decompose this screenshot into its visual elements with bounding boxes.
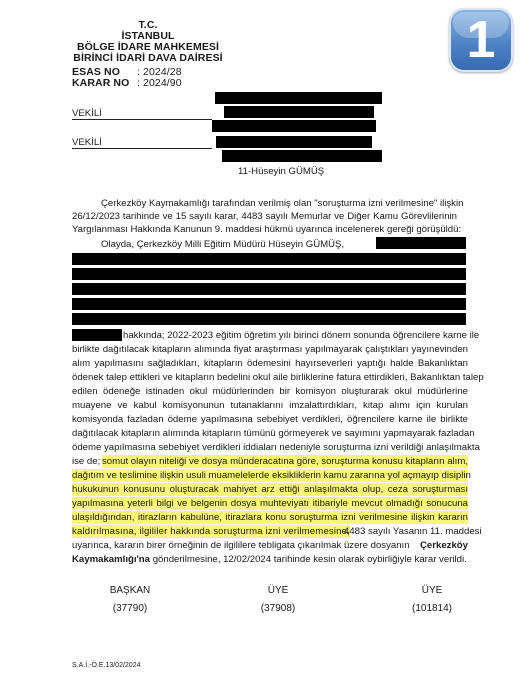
paragraph-3-line: hakkında; 2022-2023 eğitim öğretim yılı birinci dönem sonunda öğrencilere karne ile: [123, 330, 480, 341]
paragraph-1-line: Yargılanması Hakkında Kanunun 9. maddesi hükmü uyarınca incelenerek gereği görüşüldü:: [72, 224, 462, 235]
redaction-bar: [216, 136, 372, 148]
badge-number: 1: [466, 11, 496, 69]
paragraph-1-line: Çerkezköy Kaymakamlığı tarafından verilmiş olan "soruşturma izni verilmesine" ilişkin: [101, 198, 464, 209]
highlighted-line: kaldırılmasına, ilgililer hakkında soruşturma izni verilmemesine,: [72, 526, 350, 537]
esas-label: ESAS NO: [72, 66, 120, 78]
paragraph-3-line: muayene ve kabul komisyonunun tutanaklarını imzalattırdıkları, kitap alımı için kurulan: [72, 400, 468, 411]
signature-number: (37790): [112, 603, 148, 614]
paragraph-3-line: ise de;: [72, 456, 101, 467]
paragraph-3-line: alım yapılmasını sağladıkları, kitapların ödemesini hayırseverleri yaptığı halde Bakanlıktan: [72, 358, 468, 369]
subject-name: 11-Hüseyin GÜMÜŞ: [238, 166, 325, 177]
redaction-bar: [72, 298, 466, 310]
highlighted-line: somut olayın niteliği ve dosya münderacatına göre, soruşturma konusu kitapların alım,: [102, 456, 468, 467]
paragraph-4-line: [72, 539, 468, 552]
redaction-bar: [72, 313, 466, 325]
redaction-bar: [72, 283, 466, 295]
paragraph-4-bold: Çerkezköy: [420, 540, 468, 551]
underline-2: [72, 148, 212, 149]
paragraph-3-line: edilen ödeneğe istinaden okul müdürlerinden bir komisyon oluşturarak okul müdürlerine: [72, 386, 468, 397]
redaction-bar: [376, 237, 466, 249]
underline-1: [72, 119, 212, 120]
paragraph-3-line: birlikte dağıtılacak kitapların alımında fiyat araştırması yapılmayarak çalıştıkları yayınevinden: [72, 344, 468, 355]
paragraph-4-line: 4483 sayılı Yasanın 11. maddesi: [344, 526, 482, 537]
karar-value: : 2024/90: [137, 77, 182, 89]
redaction-bar: [215, 92, 382, 104]
signature-title: BAŞKAN: [109, 585, 151, 596]
paragraph-1-line: 26/12/2023 tarihinde ve 15 sayılı karar, 4483 sayılı Memurlar ve Diğer Kamu Görevlilerinin: [72, 211, 457, 222]
number-one-badge-icon: [449, 8, 513, 72]
redaction-bar: [222, 150, 382, 162]
paragraph-4-text: gönderilmesine, 12/02/2024 tarihinde kesin olarak oybirliğiyle karar verildi.: [152, 554, 467, 565]
signature-title: ÜYE: [421, 585, 443, 596]
header-chamber: BİRİNCİ İDARİ DAVA DAİRESİ: [73, 52, 223, 64]
paragraph-3-line: ödenek talep ettikleri ve kitapların bedelini okul aile birliklerine fatura ettirdikleri, Bakanlıktan talep: [72, 372, 484, 383]
signature-number: (101814): [411, 603, 453, 614]
header-tc: T.C.: [138, 19, 158, 31]
signature-title: ÜYE: [267, 585, 289, 596]
paragraph-4-text: uyarınca, kararın birer örneğinin de ilgililere tebligata çıkarılmak üzere dosyanın: [72, 540, 410, 551]
paragraph-4-bold: Kaymakamlığı'na: [72, 554, 151, 565]
signature-number: (37908): [260, 603, 296, 614]
paragraph-3-line: komisyonda fazladan ödeme yapılmasına sebebiyet verdikleri, öğrencilere karne ile birlikte: [72, 414, 468, 425]
paragraph-4-line: [72, 553, 467, 566]
redaction-bar: [72, 268, 466, 280]
vekili-label-2: VEKİLİ: [72, 137, 102, 148]
footer-code: S.A.İ.-Ö.E.13/02/2024: [72, 662, 141, 669]
redaction-bar: [212, 120, 376, 132]
highlighted-line: ulaşıldığından, itirazların kabulüne, itirazlara konu soruşturma izni verilmesine ilişkin kararın: [72, 512, 468, 523]
redaction-bar: [224, 106, 374, 118]
redaction-bar: [72, 329, 122, 341]
esas-value: : 2024/28: [137, 66, 182, 78]
highlighted-line: dağıtım ve teslimine ilişkin usuli muamelelerde eksikliklerin kamu zararına yol açmayıp disiplin: [72, 470, 471, 481]
paragraph-3-line: ödeme yapılmasına sebebiyet verdikleri iddiaları nedeniyle soruşturma izni verildiği anlaşılmakta: [72, 442, 480, 453]
highlighted-line: yapılmasına yeterli bilgi ve belgenin dosya muhteviyatı itibariyle mevcut olmadığı sonucuna: [72, 498, 468, 509]
paragraph-2-line: Olayda, Çerkezköy Milli Eğitim Müdürü Hüseyin GÜMÜŞ,: [101, 239, 345, 250]
header-court: BÖLGE İDARE MAHKEMESİ: [76, 41, 220, 53]
header-city: İSTANBUL: [121, 30, 175, 42]
highlighted-line: hukukunun konusunu oluşturacak mahiyet arz ettiği anlaşılmakta olup, ceza soruşturması: [72, 484, 468, 495]
vekili-label-1: VEKİLİ: [72, 108, 102, 119]
karar-label: KARAR NO: [72, 77, 130, 89]
redaction-bar: [72, 253, 466, 265]
paragraph-3-line: dağıtılacak kitapların alımında kitapların tümünü görmeyerek ve sayımını yapmayarak fazladan: [72, 428, 475, 439]
